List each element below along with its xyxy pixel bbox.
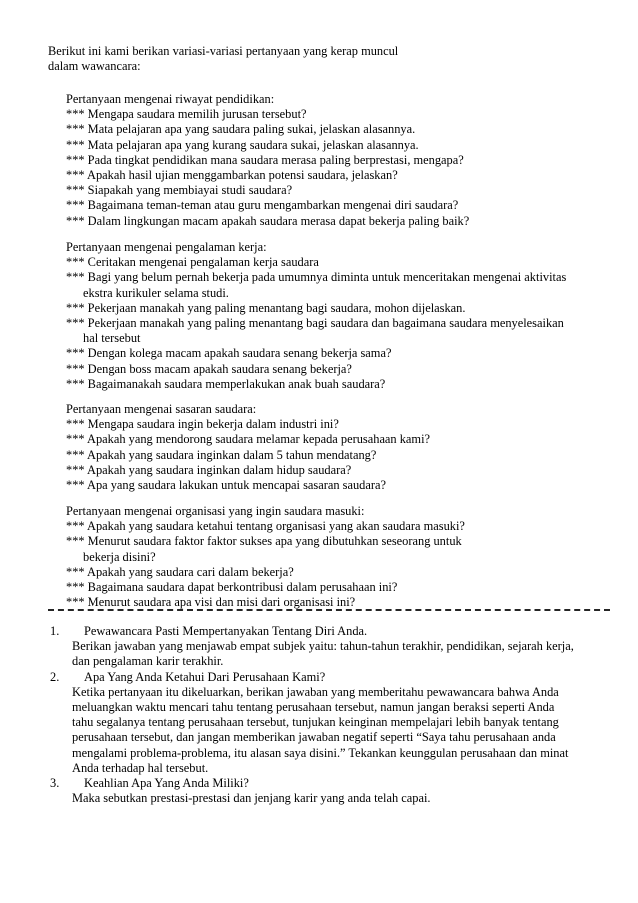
item-title: Keahlian Apa Yang Anda Miliki? xyxy=(84,776,249,791)
item-title: Apa Yang Anda Ketahui Dari Perusahaan Kami? xyxy=(84,669,326,684)
question-item: *** Apakah yang mendorong saudara melamar kepada perusahaan kami? xyxy=(66,432,431,447)
question-section xyxy=(66,402,626,493)
question-item: *** Menurut saudara apa visi dan misi dari organisasi ini? xyxy=(66,595,356,610)
question-item: *** Apakah hasil ujian menggambarkan potensi saudara, jelaskan? xyxy=(66,168,398,183)
numbered-item xyxy=(50,624,610,639)
question-item-continuation: bekerja disini? xyxy=(83,549,156,564)
question-item: *** Dalam lingkungan macam apakah saudara merasa dapat bekerja paling baik? xyxy=(66,213,470,228)
section-title: Pertanyaan mengenai organisasi yang ingin saudara masuki: xyxy=(66,504,365,518)
intro-line: dalam wawancara: xyxy=(48,59,141,74)
question-item: *** Dengan boss macam apakah saudara senang bekerja? xyxy=(66,361,352,376)
section-title: Pertanyaan mengenai sasaran saudara: xyxy=(66,402,257,416)
item-body-line: Maka sebutkan prestasi-prestasi dan jenjang karir yang anda telah capai. xyxy=(72,791,431,806)
item-body-line: perusahaan tersebut, dan jangan memberikan jawaban negatif seperti “Saya tahu perusahaan anda xyxy=(72,730,556,745)
item-body-line: Ketika pertanyaan itu dikeluarkan, berikan jawaban yang memberitahu pewawancara bahwa Anda xyxy=(72,684,559,699)
question-item: *** Bagi yang belum pernah bekerja pada umumnya diminta untuk menceritakan mengenai aktivitas xyxy=(66,270,567,285)
item-number: 2. xyxy=(50,669,60,684)
question-item: *** Apa yang saudara lakukan untuk mencapai sasaran saudara? xyxy=(66,478,386,493)
item-title: Pewawancara Pasti Mempertanyakan Tentang Diri Anda. xyxy=(84,624,368,638)
question-item: *** Pekerjaan manakah yang paling menantang bagi saudara, mohon dijelaskan. xyxy=(66,300,466,315)
question-item: *** Ceritakan mengenai pengalaman kerja saudara xyxy=(66,255,319,270)
question-item: *** Bagaimanakah saudara memperlakukan anak buah saudara? xyxy=(66,376,386,391)
section-title: Pertanyaan mengenai riwayat pendidikan: xyxy=(66,92,275,106)
question-item: *** Mengapa saudara ingin bekerja dalam industri ini? xyxy=(66,417,339,432)
question-item: *** Menurut saudara faktor faktor sukses apa yang dibutuhkan seseorang untuk xyxy=(66,534,462,549)
question-item: *** Siapakah yang membiayai studi saudara? xyxy=(66,183,293,198)
item-number: 1. xyxy=(50,624,60,638)
item-number: 3. xyxy=(50,776,60,791)
question-item: *** Mata pelajaran apa yang saudara paling sukai, jelaskan alasannya. xyxy=(66,122,416,137)
numbered-list xyxy=(50,624,610,806)
question-item: *** Bagaimana saudara dapat berkontribusi dalam perusahaan ini? xyxy=(66,580,398,595)
item-body-line: tahu segalanya tentang perusahaan tersebut, tunjukan keinginan mempelajari lebih banyak tentang xyxy=(72,715,559,730)
question-item: *** Apakah yang saudara ketahui tentang organisasi yang akan saudara masuki? xyxy=(66,519,465,534)
section-divider xyxy=(48,609,610,611)
question-item: *** Mengapa saudara memilih jurusan tersebut? xyxy=(66,107,307,122)
item-body-line: Berikan jawaban yang menjawab empat subjek yaitu: tahun-tahun terakhir, pendidikan, sejarah kerja, xyxy=(72,639,574,654)
intro-paragraph xyxy=(48,44,608,74)
question-item: *** Pada tingkat pendidikan mana saudara merasa paling berprestasi, mengapa? xyxy=(66,152,464,167)
question-item: *** Mata pelajaran apa yang kurang saudara sukai, jelaskan alasannya. xyxy=(66,137,419,152)
question-section xyxy=(66,240,626,392)
section-title: Pertanyaan mengenai pengalaman kerja: xyxy=(66,240,267,254)
numbered-item xyxy=(50,776,610,791)
question-section xyxy=(66,92,626,229)
question-item: *** Bagaimana teman-teman atau guru mengambarkan mengenai diri saudara? xyxy=(66,198,459,213)
question-item: *** Dengan kolega macam apakah saudara senang bekerja sama? xyxy=(66,346,392,361)
numbered-item xyxy=(50,670,610,685)
question-item: *** Apakah yang saudara cari dalam bekerja? xyxy=(66,564,294,579)
item-body-line: Anda terhadap hal tersebut. xyxy=(72,760,209,775)
question-item-continuation: hal tersebut xyxy=(83,331,141,346)
question-item-continuation: ekstra kurikuler selama studi. xyxy=(83,285,229,300)
item-body-line: mengalami problema-problema, itu alasan saya disini.” Tekankan keunggulan perusahaan dan minat xyxy=(72,745,569,760)
question-section xyxy=(66,504,626,610)
item-body-line: dan pengalaman karir terakhir. xyxy=(72,654,224,669)
item-body-line: meluangkan waktu mencari tahu tentang perusahaan tersebut, namun jangan beraksi seperti Anda xyxy=(72,700,555,715)
question-item: *** Apakah yang saudara inginkan dalam 5 tahun mendatang? xyxy=(66,447,377,462)
question-item: *** Apakah yang saudara inginkan dalam hidup saudara? xyxy=(66,462,352,477)
intro-line: Berikut ini kami berikan variasi-variasi pertanyaan yang kerap muncul xyxy=(48,44,399,58)
question-item: *** Pekerjaan manakah yang paling menantang bagi saudara dan bagaimana saudara menyelesaikan xyxy=(66,316,564,331)
